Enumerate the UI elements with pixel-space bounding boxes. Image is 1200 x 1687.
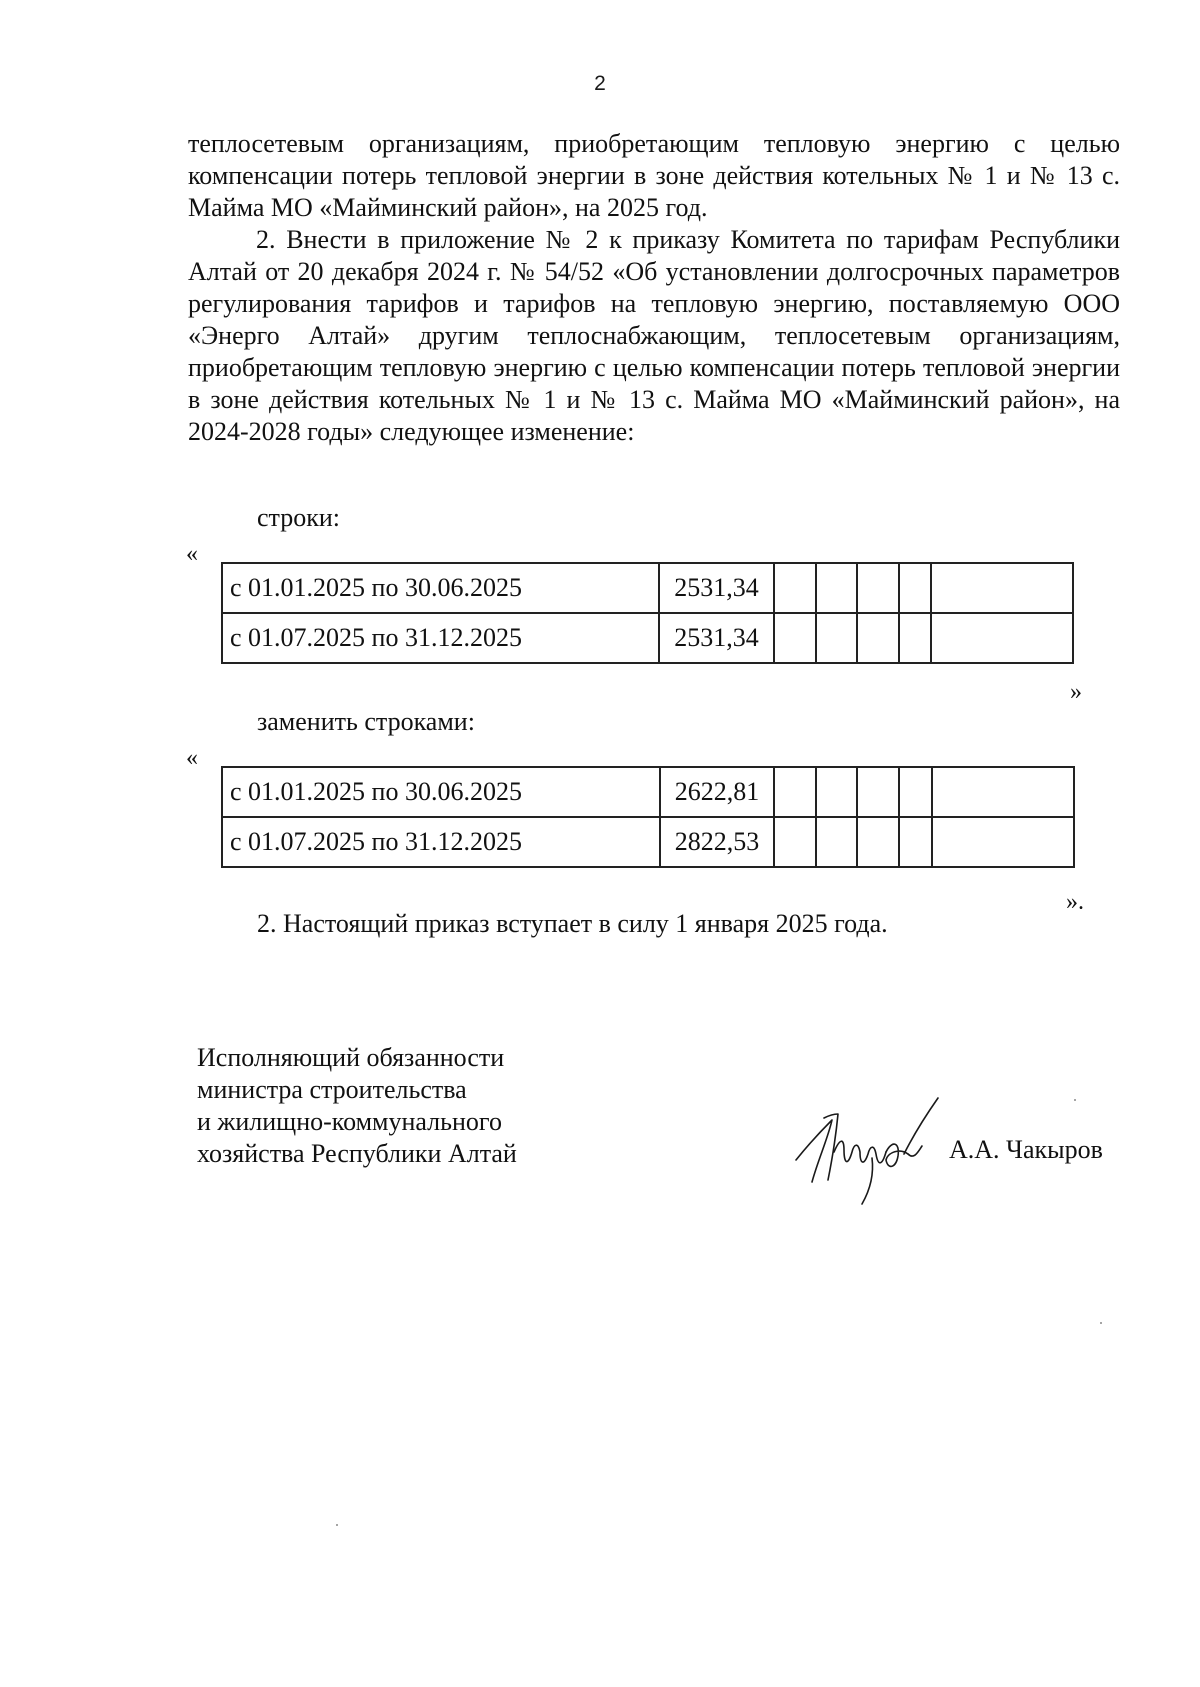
cell-empty	[931, 613, 1073, 663]
cell-empty	[816, 767, 857, 817]
scan-speck	[1074, 1099, 1076, 1101]
cell-value: 2531,34	[659, 563, 774, 613]
cell-period: с 01.01.2025 по 30.06.2025	[222, 563, 659, 613]
cell-empty	[899, 563, 932, 613]
cell-empty	[774, 613, 816, 663]
cell-value: 2531,34	[659, 613, 774, 663]
cell-empty	[774, 767, 816, 817]
paragraph-amendment-text: 2. Внести в приложение № 2 к приказу Комитета по тарифам Республики Алтай от 20 декабря 2024 г. № 54/52 «Об установлении долгосрочных параметров регулирования тарифов и тарифов на тепловую энергию, поставляемую ООО «Энерго Алтай» другим теплоснабжающим, теплосетевым организациям, приобретающим тепловую энергию с целью компенсации потерь тепловой энергии в зоне действия котельных № 1 и № 13 с. Майма МО «Майминский район», на 2024-2028 годы» следующее изменение:	[188, 225, 1120, 446]
quote-close-1: »	[1070, 679, 1082, 705]
cell-empty	[899, 817, 932, 867]
quote-close-final: ».	[1066, 889, 1084, 915]
cell-empty	[899, 767, 932, 817]
page-number: 2	[594, 72, 606, 95]
table-row	[222, 563, 1073, 613]
paragraph-continuation: теплосетевым организациям, приобретающим тепловую энергию с целью компенсации потерь тепловой энергии в зоне действия котельных № 1 и № 13 с. Майма МО «Майминский район», на 2025 год.	[188, 129, 1120, 222]
label-replace: заменить строками:	[257, 707, 475, 736]
cell-empty	[816, 817, 857, 867]
cell-empty	[932, 817, 1074, 867]
cell-period: с 01.07.2025 по 31.12.2025	[222, 817, 660, 867]
cell-empty	[857, 613, 899, 663]
cell-period: с 01.01.2025 по 30.06.2025	[222, 767, 660, 817]
signatory-line: и жилищно-коммунального	[197, 1107, 502, 1136]
quote-open-2: «	[186, 745, 198, 771]
cell-empty	[774, 563, 816, 613]
table-old-rows	[221, 562, 1074, 664]
scan-speck	[1100, 1322, 1102, 1324]
quote-open-1: «	[186, 541, 198, 567]
signatory-line: министра строительства	[197, 1075, 467, 1104]
cell-empty	[931, 563, 1073, 613]
cell-empty	[816, 563, 857, 613]
cell-empty	[857, 767, 899, 817]
cell-empty	[857, 563, 899, 613]
signatory-title	[197, 1042, 517, 1170]
signatory-name: А.А. Чакыров	[949, 1135, 1103, 1164]
cell-empty	[774, 817, 816, 867]
final-paragraph: 2. Настоящий приказ вступает в силу 1 января 2025 года.	[257, 909, 888, 938]
cell-empty	[816, 613, 857, 663]
cell-value: 2622,81	[660, 767, 775, 817]
cell-empty	[857, 817, 899, 867]
cell-period: с 01.07.2025 по 31.12.2025	[222, 613, 659, 663]
signatory-line: Исполняющий обязанности	[197, 1043, 505, 1072]
handwritten-signature	[788, 1090, 958, 1210]
scan-speck	[336, 1524, 338, 1526]
cell-value: 2822,53	[660, 817, 775, 867]
signatory-line: хозяйства Республики Алтай	[197, 1139, 517, 1168]
table-row	[222, 767, 1074, 817]
cell-empty	[932, 767, 1074, 817]
cell-empty	[899, 613, 932, 663]
table-row	[222, 817, 1074, 867]
paragraph-amendment	[188, 224, 1120, 448]
table-row	[222, 613, 1073, 663]
table-new-rows	[221, 766, 1075, 868]
label-rows: строки:	[257, 503, 340, 532]
